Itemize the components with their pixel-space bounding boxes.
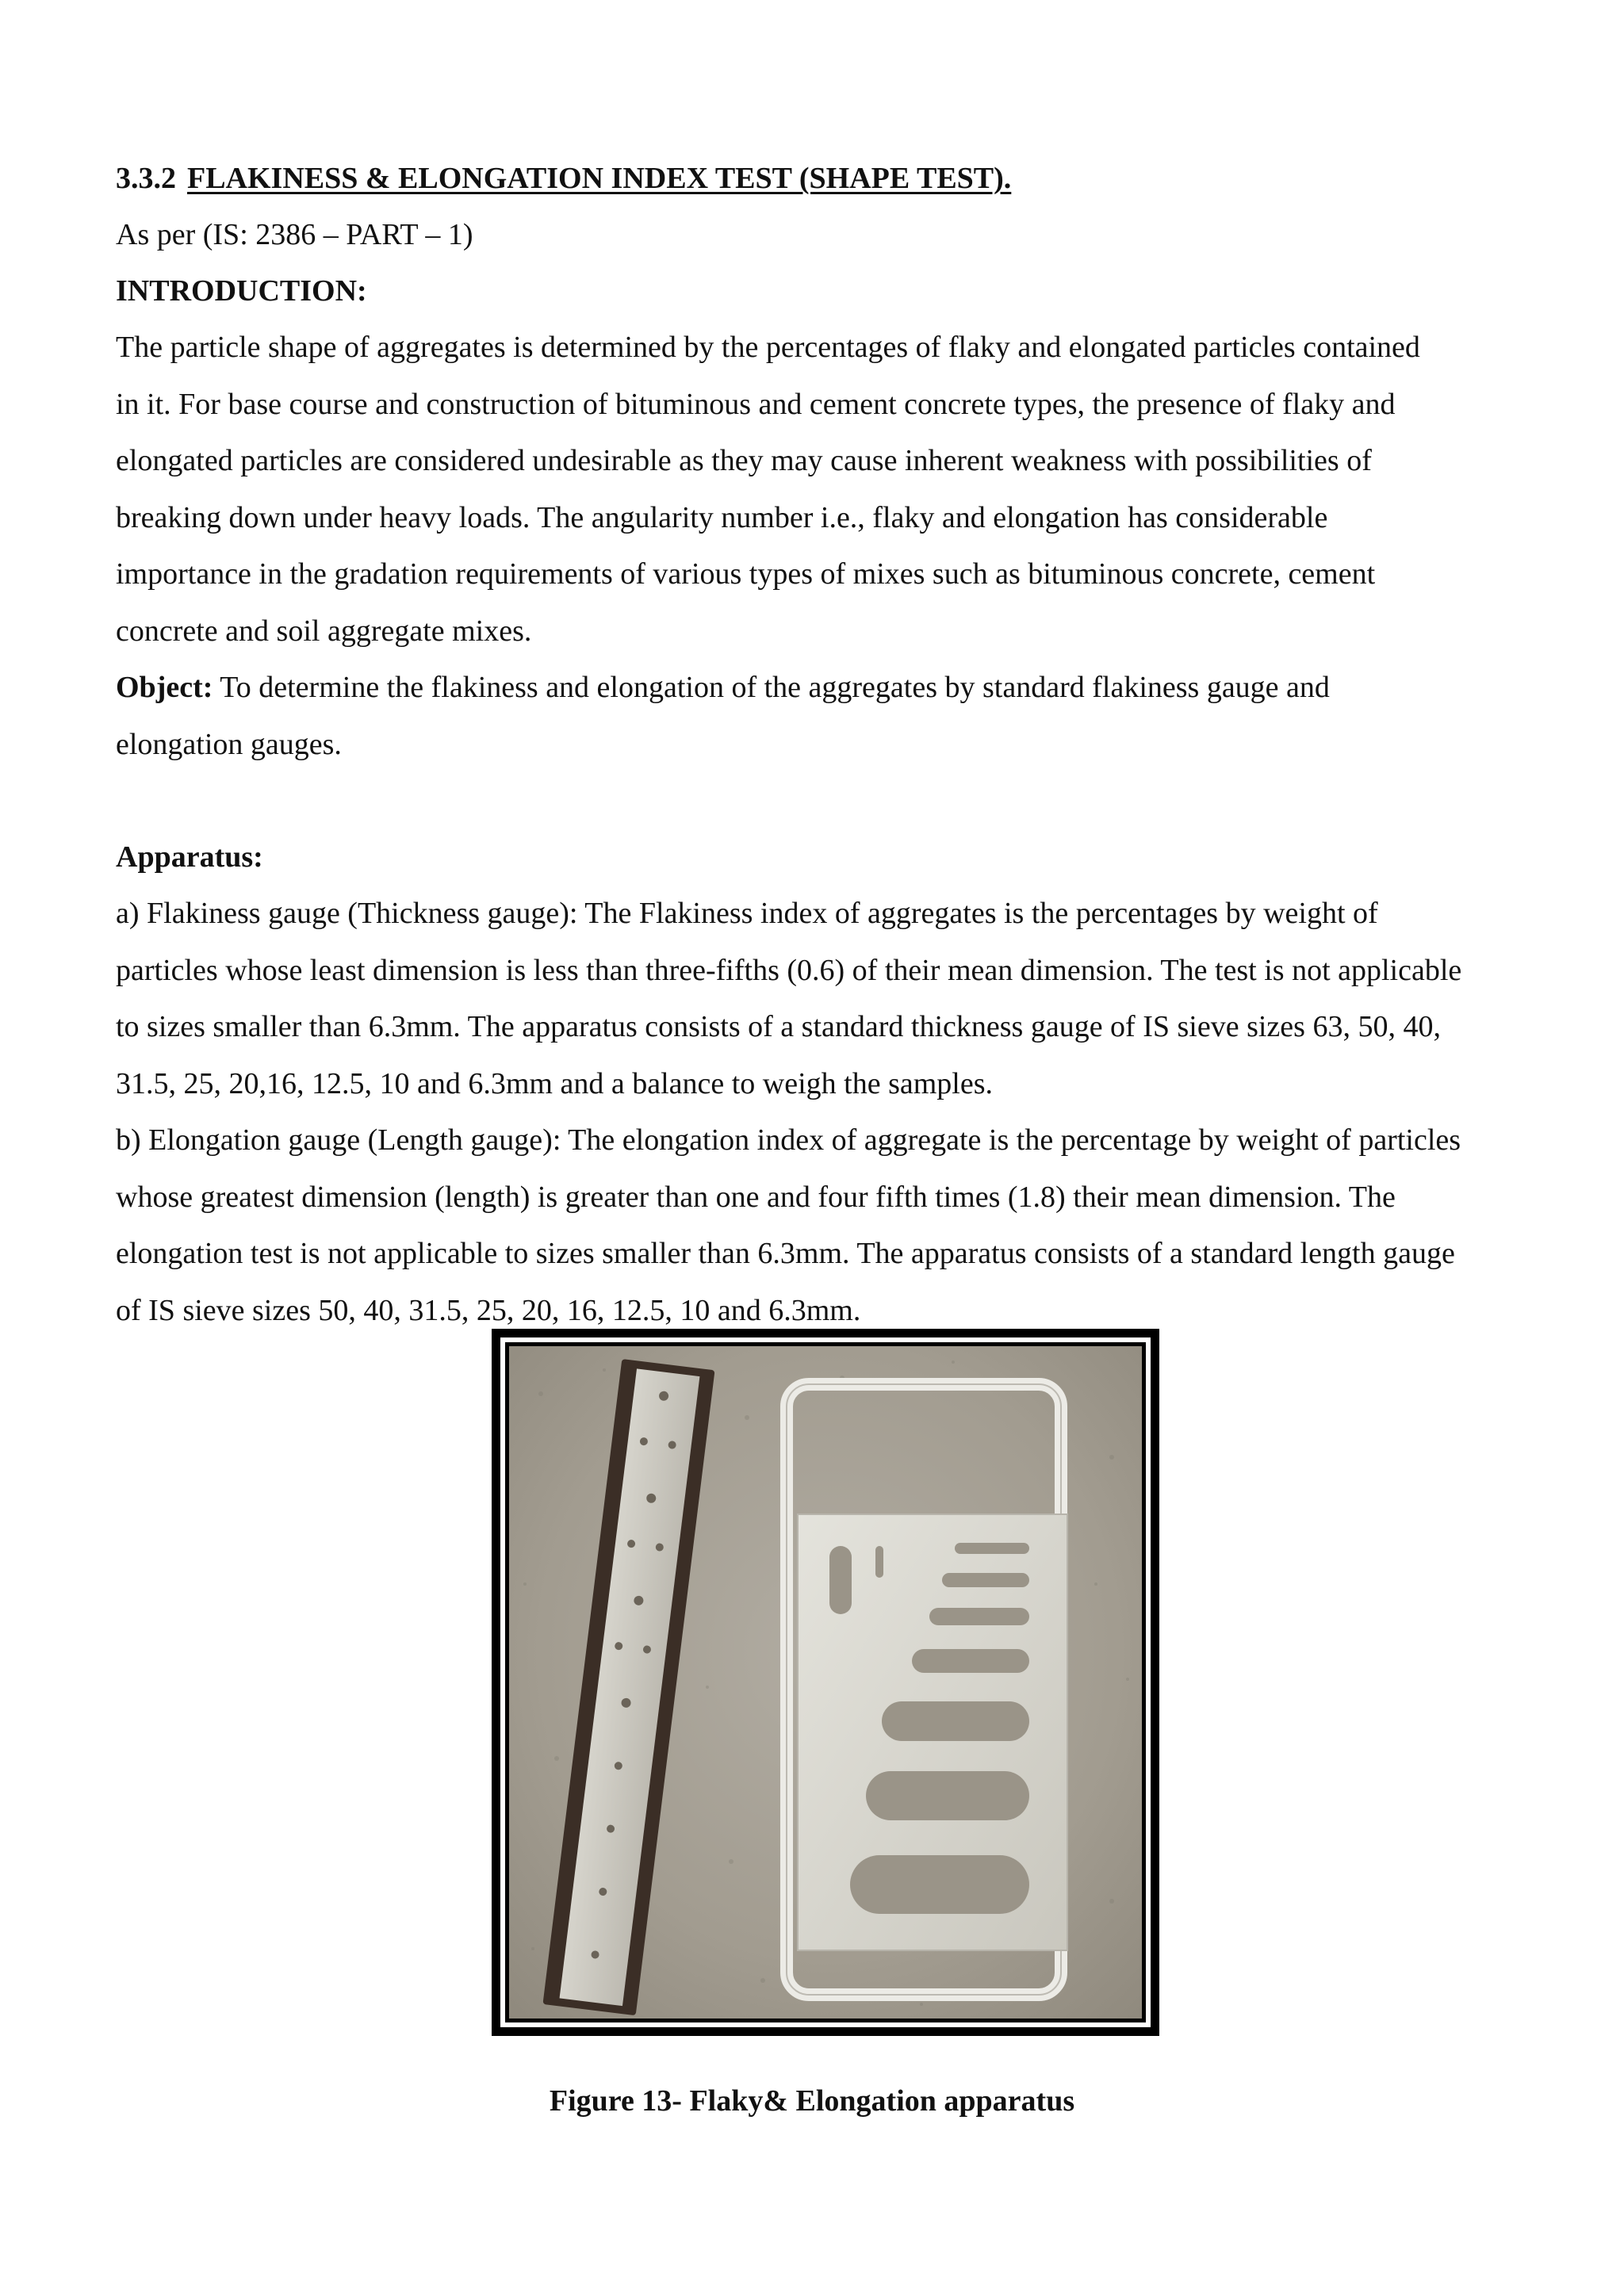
section-number: 3.3.2 (116, 162, 176, 195)
apparatus-b-line: of IS sieve sizes 50, 40, 31.5, 25, 20, 16, 12.5, 10 and 6.3mm. (116, 1293, 861, 1327)
apparatus-b-line: elongation test is not applicable to sizes smaller than 6.3mm. The apparatus consists of a standard length gauge (116, 1237, 1455, 1270)
figure-frame-inner (500, 1337, 1151, 2027)
object-text: To determine the flakiness and elongation of the aggregates by standard flakiness gauge and (213, 671, 1330, 704)
section-heading (116, 151, 1548, 207)
intro-line: in it. For base course and construction of bituminous and cement concrete types, the presence of flaky and (116, 387, 1396, 421)
figure-frame-border (505, 1342, 1146, 2022)
object-label: Object: (116, 671, 213, 704)
intro-line: concrete and soil aggregate mixes. (116, 614, 532, 648)
intro-line: importance in the gradation requirements of various types of mixes such as bituminous concrete, cement (116, 557, 1376, 591)
apparatus-heading: Apparatus: (116, 840, 263, 874)
figure-frame (492, 1329, 1159, 2036)
object-line: elongation gauges. (116, 727, 342, 761)
figure-caption: Figure 13- Flaky& Elongation apparatus (549, 2084, 1075, 2118)
apparatus-b-line: b) Elongation gauge (Length gauge): The elongation index of aggregate is the percentage by weight of particles (116, 1123, 1461, 1157)
intro-line: breaking down under heavy loads. The angularity number i.e., flaky and elongation has considerable (116, 500, 1328, 534)
introduction-heading: INTRODUCTION: (116, 274, 367, 308)
spacer (116, 773, 1548, 829)
object-paragraph (116, 660, 1548, 773)
document-body (116, 151, 1548, 1339)
apparatus-item-a (116, 886, 1548, 1112)
intro-line: The particle shape of aggregates is determined by the percentages of flaky and elongated particles contained (116, 331, 1420, 364)
intro-line: elongated particles are considered undesirable as they may cause inherent weakness with possibilities of (116, 444, 1372, 477)
apparatus-a-line: particles whose least dimension is less than three-fifths (0.6) of their mean dimension. The test is not applicable (116, 953, 1462, 987)
section-title: FLAKINESS & ELONGATION INDEX TEST (SHAPE TEST). (187, 162, 1012, 195)
standard-reference: As per (IS: 2386 – PART – 1) (116, 218, 473, 251)
apparatus-illustration (509, 1346, 1142, 2019)
apparatus-b-line: whose greatest dimension (length) is greater than one and four fifth times (1.8) their mean dimension. The (116, 1180, 1396, 1214)
apparatus-photo (509, 1346, 1142, 2019)
apparatus-item-b (116, 1112, 1548, 1339)
object-line (116, 660, 1548, 717)
introduction-paragraph (116, 320, 1548, 660)
apparatus-a-line: a) Flakiness gauge (Thickness gauge): The Flakiness index of aggregates is the percentages by weight of (116, 897, 1378, 930)
apparatus-a-line: 31.5, 25, 20,16, 12.5, 10 and 6.3mm and a balance to weigh the samples. (116, 1066, 994, 1100)
apparatus-a-line: to sizes smaller than 6.3mm. The apparatus consists of a standard thickness gauge of IS sieve sizes 63, 50, 40, (116, 1010, 1441, 1043)
